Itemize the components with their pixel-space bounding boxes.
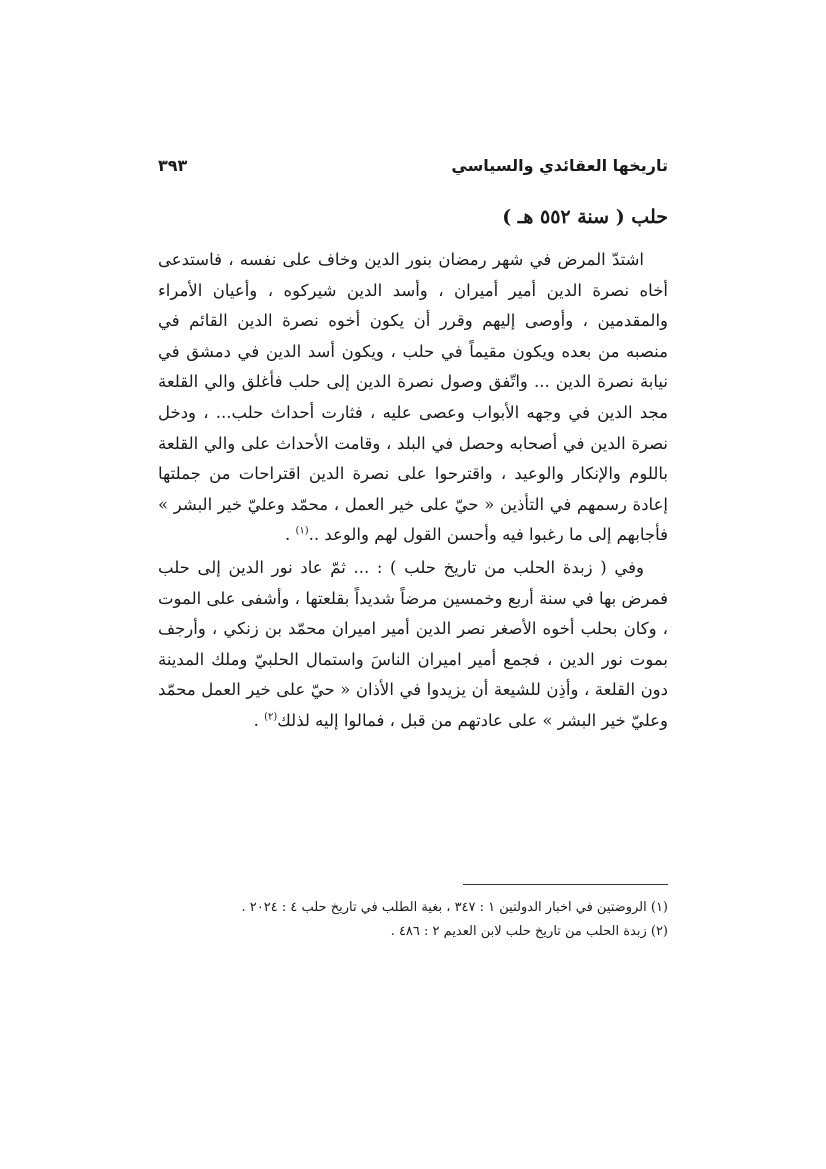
footnote: (١) الروضتين في اخبار الدولتين ١ : ٣٤٧ ، بغية الطلب في تاريخ حلب ٤ : ٢٠٢٤ . [241, 900, 668, 915]
paragraph [158, 553, 668, 737]
paragraph [158, 245, 668, 551]
footnote: (٢) زبدة الحلب من تاريخ حلب لابن العديم ٢ : ٤٨٦ . [390, 924, 668, 939]
section-heading: حلب ( سنة ٥٥٢ هـ ) [502, 206, 668, 228]
paragraph-tail: . [253, 710, 265, 730]
page-number: ٣٩٣ [158, 156, 188, 175]
paragraph-text: اشتدّ المرض في شهر رمضان بنور الدين وخاف على نفسه ، فاستدعى أخاه نصرة الدين أمير أميران ، وأسد الدين شيركوه ، وأعيان الأمراء والمقدمين ، وأوصى إليهم وقرر أن يكون أخوه نصرة الدين القائم في منصبه من بعده ويكون مقيماً في حلب ، ويكون أسد الدين في دمشق في نيابة نصرة الدين ... واتّفق وصول نصرة الدين إلى حلب فأغلق والي القلعة مجد الدين في وجهه الأبواب وعصى عليه ، فثارت أحداث حلب... ، ودخل نصرة الدين في أصحابه وحصل في البلد ، وقامت الأحداث على والي القلعة باللوم والإنكار والوعيد ، واقترحوا على نصرة الدين اقتراحات من جملتها إعادة رسمهم في التأذين « حيّ على خير العمل ، محمّد وعليّ خير البشر » فأجابهم إلى ما رغبوا فيه وأحسن القول لهم والوعد .. [158, 250, 668, 545]
running-header [158, 152, 668, 180]
running-title: تاريخها العقائدي والسياسي [451, 156, 668, 175]
footnote-reference[interactable]: (١) [295, 525, 309, 537]
footnote-divider [463, 884, 668, 885]
footnotes [158, 896, 668, 944]
footnote-reference[interactable]: (٢) [264, 711, 278, 723]
paragraph-text: وفي ( زبدة الحلب من تاريخ حلب ) : ... ثمّ عاد نور الدين إلى حلب فمرض بها في سنة أربع وخمسين مرضاً شديداً بقلعتها ، وأشفى على الموت ، وكان بحلب أخوه الأصغر نصر الدين أمير اميران محمّد بن زنكي ، وأرجف بموت نور الدين ، فجمع أمير اميران الناسَ واستمال الحلبيّ وملك المدينة دون القلعة ، وأذِن للشيعة أن يزيدوا في الأذان « حيّ على خير العمل محمّد وعليّ خير البشر » على عادتهم من قبل ، فمالوا إليه لذلك [158, 557, 668, 730]
paragraph-tail: . [284, 525, 296, 545]
body-text [158, 245, 668, 737]
